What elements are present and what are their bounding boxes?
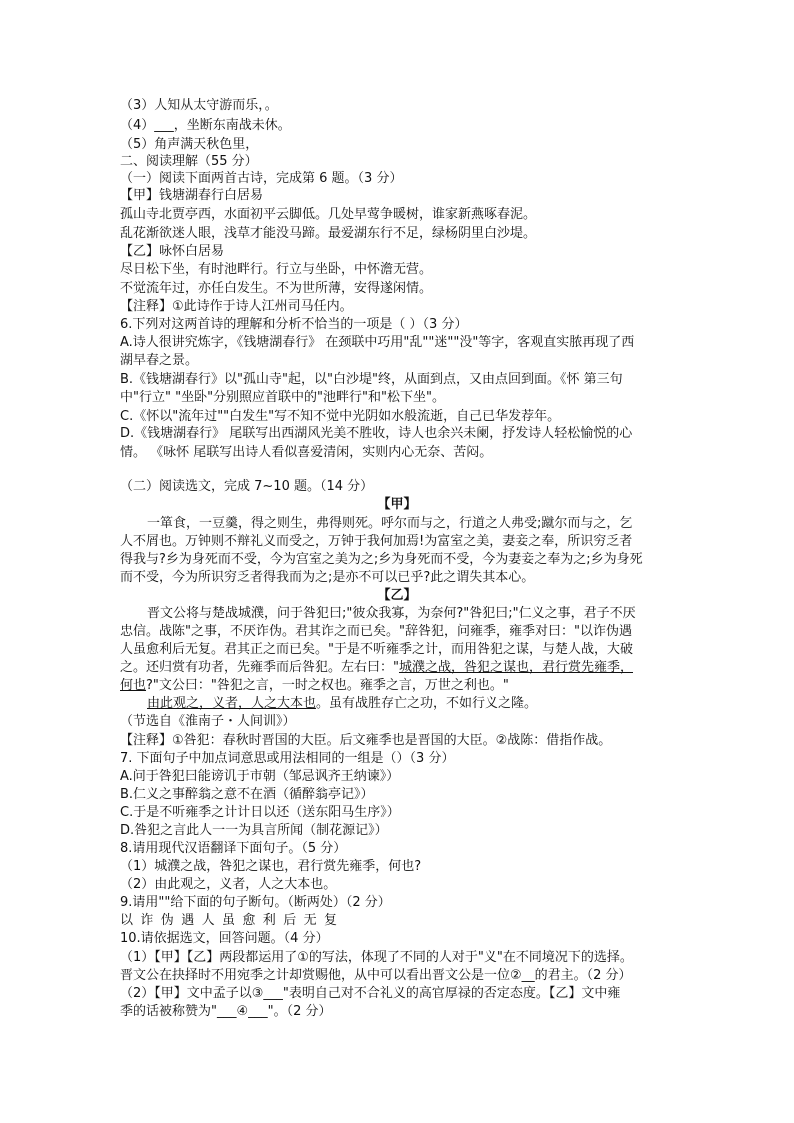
q7-option-c: C.于是不听雍季之计计日以还（送东阳马生序》） <box>120 805 400 820</box>
passage-b-title: 【乙】 <box>377 588 417 603</box>
underlined-sentence: 城濮之战，咎犯之谋也，君行赏先雍季， <box>398 660 633 675</box>
question-10: 10.请依据选文，回答问题。（4 分） <box>120 931 329 946</box>
option-a-cont: 湖早春之景。 <box>120 353 199 368</box>
option-c: C.《怀以"流年过""白发生"写不知不觉中光阴如水般流逝，自己已华发荐年。 <box>120 409 561 424</box>
passage-a-text: 一箪食，一豆羹，得之则生，弗得则死。呼尔而与之，行道之人弗受;蹴尔而与之，乞 <box>147 516 633 531</box>
passage-a-text: 得我与?乡为身死而不受，今为宫室之美为之;乡为身死而不受，今为妻妾之奉为之;乡为身死 <box>120 552 643 567</box>
passage-b-text-plain: ?"文公曰："咎犯之言，一时之权也。雍季之言，万世之利也。" <box>146 678 509 693</box>
option-d: D.《钱塘湖春行》 尾联写出西湖风光美不胜收，诗人也余兴未阑，抒发诗人轻松愉悦的心 <box>120 426 633 441</box>
passage-b-text <box>120 659 633 676</box>
question-5-3: （3）人知从太守游而乐，。 <box>120 98 278 113</box>
passage-b-text <box>147 695 537 712</box>
option-d-cont: 情。 《咏怀 尾联写出诗人看似喜爱清闲，实则内心无奈、苦闷。 <box>120 445 493 460</box>
passage-b-text: 晋文公将与楚战城濮，问于咎犯曰;"彼众我寡，为奈何?"咎犯曰;"仁义之事，君子不厌 <box>147 606 636 621</box>
passage-b-text: 忠信。战陈"之事，不厌诈伪。君其诈之而已矣。"辞咎犯，问雍季，雍季对曰："以诈伪遇 <box>120 624 632 639</box>
passage-b-text-plain: 。虽有战胜存亡之功，不如行义之隆。 <box>316 696 538 711</box>
question-9: 9.请用""给下面的句子断句。（断两处）（2 分） <box>120 895 391 910</box>
passage-b-text: 人虽愈利后无复。君其正之而已矣。"于是不听雍季之计，而用咎犯之谋，与楚人战，大破 <box>120 642 633 657</box>
part-two-instruction: （二）阅读选文，完成 7~10 题。（14 分） <box>120 479 374 494</box>
option-a: A.诗人很讲究炼字，《钱塘湖春行》 在颈联中巧用"乱""迷""没"等字，客观直实脓再现了西 <box>120 335 635 350</box>
passage-a-text: 而不受，今为所识穷乏者得我而为之;是亦不可以已乎?此之谓失其本心。 <box>120 570 535 585</box>
q10-part-2-cont: 季的话被称赞为"___④___"。（2 分） <box>120 1004 332 1019</box>
passage-b-text-plain: 之。还归赏有功者，先雍季而后咎犯。左右曰：" <box>120 660 399 675</box>
q8-sentence-2: （2）由此观之，义者，人之大本也。 <box>120 877 337 892</box>
q10-part-1-cont: 晋文公在抉择时不用宛季之计却赏赐他，从中可以看出晋文公是一位②__的君主。（2 分） <box>120 968 632 983</box>
poem-a-line: 乱花渐欲迷人眼，浅草才能没马蹄。最爱湖东行不足，绿杨阴里白沙堤。 <box>120 226 537 241</box>
q8-sentence-1: （1）城濮之战，咎犯之谋也，君行赏先雍季，何也? <box>120 859 422 874</box>
q10-part-1: （1）【甲】【乙】两段都运用了①的写法，体现了不同的人对于"义"在不同境况下的选择。 <box>120 950 633 965</box>
q7-option-a: A.问于咎犯曰能谤讥于市朝（邹忌讽齐王纳谏》） <box>120 769 400 784</box>
passage-note: 【注释】①咎犯：春秋时晋国的大臣。后文雍季也是晋国的大臣。②战陈：借指作战。 <box>120 733 612 748</box>
question-8: 8.请用现代汉语翻译下面句子。（5 分） <box>120 841 347 856</box>
question-7: 7. 下面句子中加点词意思或用法相同的一组是（）（3 分） <box>120 751 455 766</box>
q10-part-2: （2）【甲】文中孟子以③___"表明自己对不合礼义的高官厚禄的否定态度。【乙】文中雍 <box>120 986 621 1001</box>
question-5-5: （5）角声满天秋色里， <box>120 137 259 152</box>
q7-option-d: D.咎犯之言此人一一为具言所闻（制花源记》） <box>120 823 388 838</box>
option-b: B.《钱塘湖春行》以"孤山寺"起，以"白沙堤"终，从面到点，又由点回到面。《怀 第三句 <box>120 372 623 387</box>
poem-a-line: 孤山寺北贾亭西，水面初平云脚低。几处早莺争暖树，谁家新燕啄春泥。 <box>120 207 537 222</box>
passage-b-text <box>120 677 509 694</box>
section-heading: 二、阅读理解（55 分） <box>120 154 258 169</box>
passage-source: （节选自《淮南子・人间训》） <box>120 714 296 729</box>
underlined-sentence: 何也 <box>120 678 147 693</box>
q9-sentence: 以诈伪遇人虽愈利后无复 <box>120 913 345 928</box>
poem-b-line: 不觉流年过，亦任白发生。不为世所薄，安得遂闲情。 <box>120 281 433 296</box>
part-one-instruction: （一）阅读下面两首古诗，完成第 6 题。（3 分） <box>120 171 403 186</box>
passage-a-text: 人不屑也。万钟则不辩礼义而受之，万钟于我何加焉!为富室之美，妻妾之奉，所识穷乏者 <box>120 534 633 549</box>
question-6: 6.下列对这两首诗的理解和分析不恰当的一项是（ ）（3 分） <box>120 317 468 332</box>
passage-a-title: 【甲】 <box>377 497 417 512</box>
q7-option-b: B.仁义之事醉翁之意不在酒（循醉翁亭记》） <box>120 787 374 802</box>
poem-note: 【注释】①此诗作于诗人江州司马任内。 <box>120 299 353 314</box>
question-5-4: （4）___，坐断东南战未休。 <box>120 118 291 133</box>
poem-a-title: 【甲】钱塘湖春行白居易 <box>120 188 264 203</box>
underlined-sentence: 由此观之，义者，人之大本也 <box>147 696 317 711</box>
option-b-cont: 中"行立" "坐卧"分别照应首联中的"池畔行"和"松下坐"。 <box>120 390 445 405</box>
poem-b-title: 【乙】咏怀白居易 <box>120 244 225 259</box>
poem-b-line: 尽日松下坐，有时池畔行。行立与坐卧，中怀澹无营。 <box>120 262 433 277</box>
